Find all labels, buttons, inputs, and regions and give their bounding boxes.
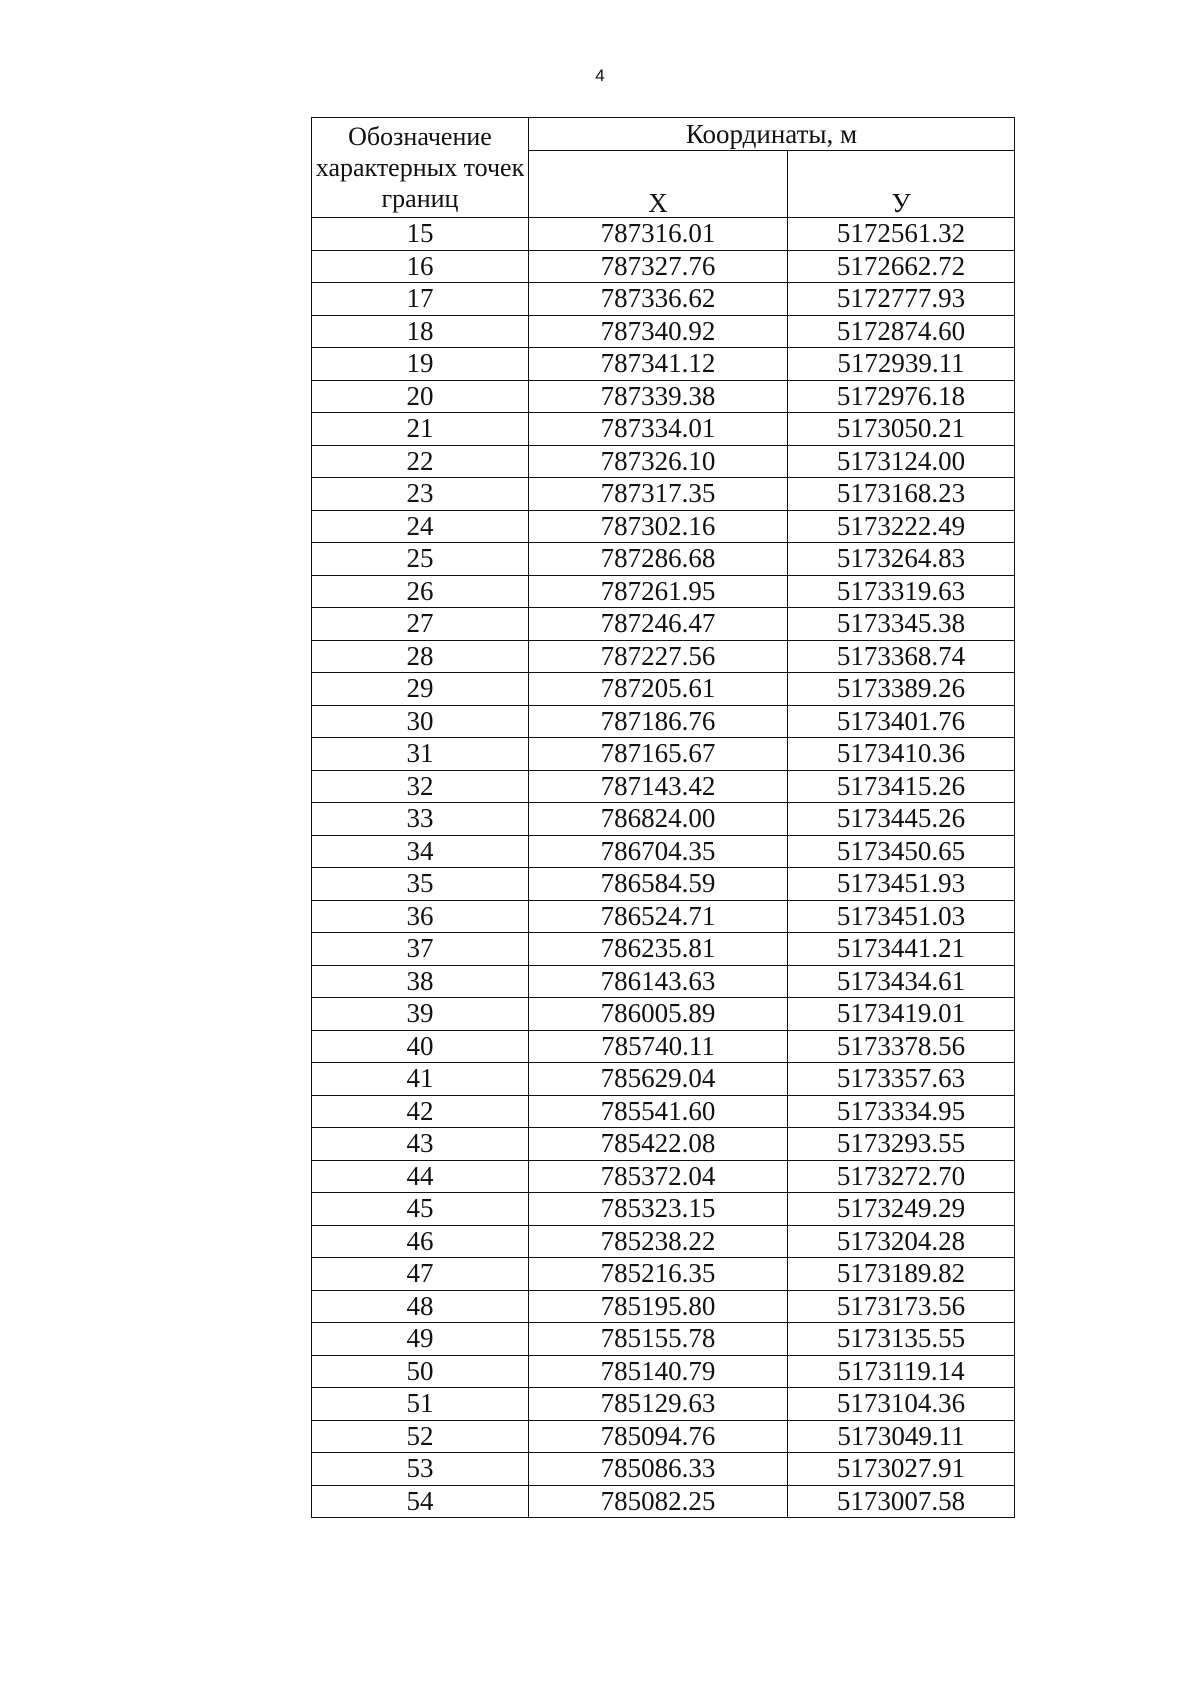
cell-x: 787286.68 [529, 543, 788, 576]
cell-point: 25 [312, 543, 529, 576]
cell-x: 785629.04 [529, 1063, 788, 1096]
cell-x: 787302.16 [529, 510, 788, 543]
table-row [312, 1485, 1015, 1518]
cell-x: 785740.11 [529, 1030, 788, 1063]
cell-x: 785155.78 [529, 1323, 788, 1356]
cell-x: 787327.76 [529, 250, 788, 283]
cell-point: 39 [312, 998, 529, 1031]
cell-x: 786524.71 [529, 900, 788, 933]
table-row [312, 1160, 1015, 1193]
table-row [312, 868, 1015, 901]
cell-point: 52 [312, 1420, 529, 1453]
table-body [312, 218, 1015, 1518]
cell-y: 5172662.72 [788, 250, 1015, 283]
cell-point: 35 [312, 868, 529, 901]
cell-y: 5173124.00 [788, 445, 1015, 478]
cell-point: 48 [312, 1290, 529, 1323]
table-row [312, 380, 1015, 413]
table-row [312, 1095, 1015, 1128]
cell-x: 785422.08 [529, 1128, 788, 1161]
cell-y: 5173345.38 [788, 608, 1015, 641]
table-row [312, 998, 1015, 1031]
cell-point: 22 [312, 445, 529, 478]
cell-y: 5173450.65 [788, 835, 1015, 868]
cell-point: 18 [312, 315, 529, 348]
cell-point: 53 [312, 1453, 529, 1486]
table-row [312, 933, 1015, 966]
header-y: У [788, 151, 1015, 218]
cell-point: 27 [312, 608, 529, 641]
cell-point: 19 [312, 348, 529, 381]
cell-x: 785372.04 [529, 1160, 788, 1193]
cell-y: 5173368.74 [788, 640, 1015, 673]
cell-x: 787186.76 [529, 705, 788, 738]
cell-point: 41 [312, 1063, 529, 1096]
table-row [312, 1258, 1015, 1291]
cell-y: 5173451.93 [788, 868, 1015, 901]
cell-point: 40 [312, 1030, 529, 1063]
table-row [312, 770, 1015, 803]
cell-point: 34 [312, 835, 529, 868]
table-row [312, 348, 1015, 381]
cell-x: 785541.60 [529, 1095, 788, 1128]
cell-y: 5173410.36 [788, 738, 1015, 771]
cell-y: 5173319.63 [788, 575, 1015, 608]
coordinates-table [311, 117, 1015, 1518]
header-coordinates: Координаты, м [529, 118, 1015, 151]
table-row [312, 705, 1015, 738]
table-row [312, 835, 1015, 868]
cell-x: 787326.10 [529, 445, 788, 478]
table-row [312, 413, 1015, 446]
cell-y: 5173357.63 [788, 1063, 1015, 1096]
table-row [312, 445, 1015, 478]
cell-x: 785140.79 [529, 1355, 788, 1388]
cell-x: 785094.76 [529, 1420, 788, 1453]
cell-x: 785086.33 [529, 1453, 788, 1486]
cell-x: 787205.61 [529, 673, 788, 706]
cell-x: 785216.35 [529, 1258, 788, 1291]
cell-point: 20 [312, 380, 529, 413]
cell-y: 5173334.95 [788, 1095, 1015, 1128]
cell-point: 44 [312, 1160, 529, 1193]
table-row [312, 640, 1015, 673]
cell-x: 786704.35 [529, 835, 788, 868]
table-row [312, 1193, 1015, 1226]
cell-y: 5173119.14 [788, 1355, 1015, 1388]
cell-x: 787227.56 [529, 640, 788, 673]
cell-x: 787261.95 [529, 575, 788, 608]
cell-x: 787341.12 [529, 348, 788, 381]
cell-y: 5173189.82 [788, 1258, 1015, 1291]
cell-point: 21 [312, 413, 529, 446]
cell-point: 45 [312, 1193, 529, 1226]
cell-y: 5173249.29 [788, 1193, 1015, 1226]
cell-y: 5173222.49 [788, 510, 1015, 543]
table-row [312, 1388, 1015, 1421]
table-row [312, 1063, 1015, 1096]
table-row [312, 965, 1015, 998]
cell-y: 5173049.11 [788, 1420, 1015, 1453]
cell-x: 787316.01 [529, 218, 788, 251]
cell-y: 5173415.26 [788, 770, 1015, 803]
table-row [312, 1453, 1015, 1486]
cell-point: 29 [312, 673, 529, 706]
cell-point: 16 [312, 250, 529, 283]
table-row [312, 900, 1015, 933]
cell-x: 785323.15 [529, 1193, 788, 1226]
cell-y: 5173050.21 [788, 413, 1015, 446]
cell-x: 787165.67 [529, 738, 788, 771]
header-point-designation: Обозначение характерных точек границ [312, 118, 529, 218]
cell-x: 785129.63 [529, 1388, 788, 1421]
cell-point: 28 [312, 640, 529, 673]
cell-point: 31 [312, 738, 529, 771]
cell-y: 5173173.56 [788, 1290, 1015, 1323]
cell-y: 5173027.91 [788, 1453, 1015, 1486]
table-row [312, 1030, 1015, 1063]
cell-x: 787339.38 [529, 380, 788, 413]
cell-y: 5173441.21 [788, 933, 1015, 966]
cell-y: 5172777.93 [788, 283, 1015, 316]
table-row [312, 283, 1015, 316]
cell-y: 5172561.32 [788, 218, 1015, 251]
table-row [312, 1290, 1015, 1323]
header-x: Х [529, 151, 788, 218]
cell-y: 5172874.60 [788, 315, 1015, 348]
cell-point: 15 [312, 218, 529, 251]
cell-point: 23 [312, 478, 529, 511]
cell-y: 5173293.55 [788, 1128, 1015, 1161]
table-row [312, 673, 1015, 706]
cell-y: 5173168.23 [788, 478, 1015, 511]
table-row [312, 803, 1015, 836]
cell-x: 786235.81 [529, 933, 788, 966]
cell-x: 785082.25 [529, 1485, 788, 1518]
cell-point: 51 [312, 1388, 529, 1421]
cell-point: 38 [312, 965, 529, 998]
table-row [312, 315, 1015, 348]
cell-point: 32 [312, 770, 529, 803]
table-row [312, 543, 1015, 576]
cell-y: 5173204.28 [788, 1225, 1015, 1258]
table-row [312, 1323, 1015, 1356]
cell-y: 5173451.03 [788, 900, 1015, 933]
cell-point: 49 [312, 1323, 529, 1356]
cell-y: 5173104.36 [788, 1388, 1015, 1421]
cell-point: 46 [312, 1225, 529, 1258]
table-row [312, 575, 1015, 608]
table-row [312, 1420, 1015, 1453]
cell-point: 33 [312, 803, 529, 836]
cell-x: 787336.62 [529, 283, 788, 316]
cell-point: 26 [312, 575, 529, 608]
cell-point: 54 [312, 1485, 529, 1518]
cell-point: 47 [312, 1258, 529, 1291]
page-number: 4 [595, 66, 605, 85]
cell-y: 5173389.26 [788, 673, 1015, 706]
cell-x: 787143.42 [529, 770, 788, 803]
cell-y: 5173419.01 [788, 998, 1015, 1031]
cell-point: 50 [312, 1355, 529, 1388]
cell-x: 785238.22 [529, 1225, 788, 1258]
cell-y: 5173401.76 [788, 705, 1015, 738]
table-row [312, 510, 1015, 543]
cell-x: 787334.01 [529, 413, 788, 446]
cell-y: 5173434.61 [788, 965, 1015, 998]
cell-y: 5173135.55 [788, 1323, 1015, 1356]
cell-point: 17 [312, 283, 529, 316]
cell-point: 42 [312, 1095, 529, 1128]
cell-point: 36 [312, 900, 529, 933]
cell-point: 30 [312, 705, 529, 738]
cell-point: 37 [312, 933, 529, 966]
cell-y: 5173272.70 [788, 1160, 1015, 1193]
cell-x: 787246.47 [529, 608, 788, 641]
table-row [312, 1355, 1015, 1388]
cell-x: 785195.80 [529, 1290, 788, 1323]
table-row [312, 608, 1015, 641]
cell-y: 5172939.11 [788, 348, 1015, 381]
cell-y: 5172976.18 [788, 380, 1015, 413]
cell-y: 5173378.56 [788, 1030, 1015, 1063]
table-row [312, 1128, 1015, 1161]
cell-y: 5173007.58 [788, 1485, 1015, 1518]
cell-x: 786824.00 [529, 803, 788, 836]
cell-x: 786584.59 [529, 868, 788, 901]
cell-y: 5173264.83 [788, 543, 1015, 576]
cell-x: 787340.92 [529, 315, 788, 348]
table-row [312, 250, 1015, 283]
table-row [312, 1225, 1015, 1258]
cell-x: 786005.89 [529, 998, 788, 1031]
cell-point: 24 [312, 510, 529, 543]
cell-point: 43 [312, 1128, 529, 1161]
cell-y: 5173445.26 [788, 803, 1015, 836]
table-row [312, 738, 1015, 771]
table-header [312, 118, 1015, 218]
table-row [312, 218, 1015, 251]
cell-x: 787317.35 [529, 478, 788, 511]
table-row [312, 478, 1015, 511]
cell-x: 786143.63 [529, 965, 788, 998]
